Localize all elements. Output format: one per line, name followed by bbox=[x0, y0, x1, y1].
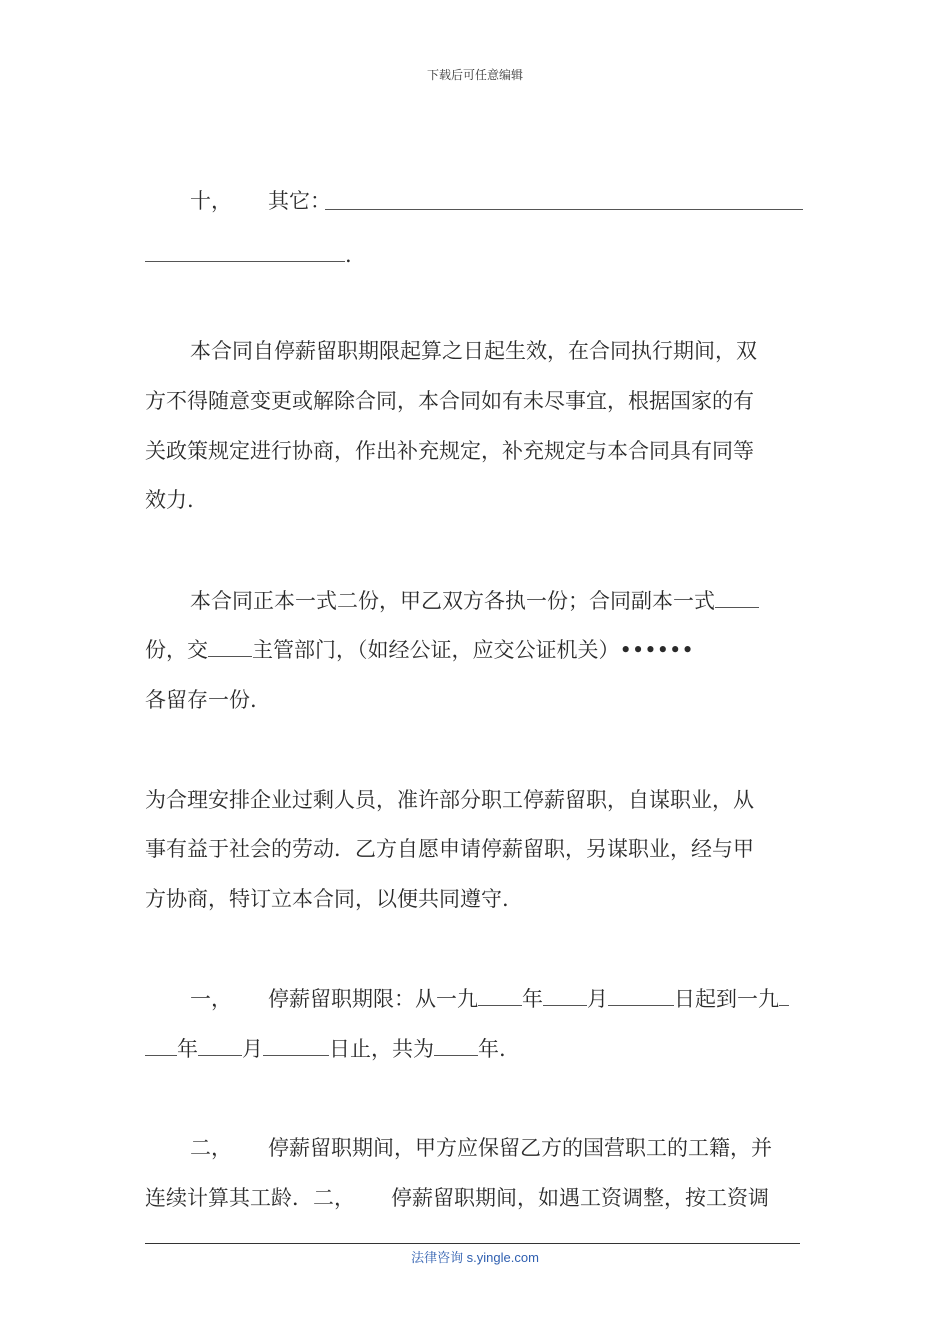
copies-line-1 bbox=[190, 586, 850, 616]
month-end-blank bbox=[198, 1035, 242, 1056]
copies-line-2 bbox=[145, 635, 805, 665]
footer-link[interactable]: 法律咨询 s.yingle.com bbox=[411, 1250, 539, 1265]
item-2-text-2b: 停薪留职期间，如遇工资调整，按工资调 bbox=[391, 1186, 769, 1210]
day-end-blank bbox=[263, 1035, 329, 1056]
intro-line-2: 事有益于社会的劳动．乙方自愿申请停薪留职，另谋职业，经与甲 bbox=[145, 837, 754, 861]
item-1-line-2 bbox=[145, 1034, 805, 1064]
item-2-number: 二， bbox=[190, 1136, 232, 1160]
section-10-number: 十， bbox=[190, 189, 232, 213]
item-2-text-1: 停薪留职期间，甲方应保留乙方的国营职工的工籍，并 bbox=[268, 1136, 772, 1160]
copies-count-blank bbox=[715, 587, 759, 608]
page-header: 下载后可任意编辑 bbox=[426, 68, 523, 82]
copies-text-1: 本合同正本一式二份，甲乙双方各执一份；合同副本一式 bbox=[190, 589, 715, 613]
item-1-day: 日起到一九 bbox=[674, 987, 779, 1011]
copies-line-3: 各留存一份. bbox=[145, 688, 257, 712]
effect-line-1: 本合同自停薪留职期限起算之日起生效，在合同执行期间，双 bbox=[190, 339, 757, 363]
effect-line-4: 效力. bbox=[145, 488, 194, 512]
copies-dept-blank bbox=[208, 636, 252, 657]
item-1-month: 月 bbox=[587, 987, 608, 1011]
effect-line-2: 方不得随意变更或解除合同，本合同如有未尽事宜，根据国家的有 bbox=[145, 389, 754, 413]
year-end-blank-b bbox=[145, 1035, 177, 1056]
item-1-number: 一， bbox=[190, 987, 232, 1011]
section-10-end: . bbox=[345, 243, 352, 267]
copies-text-2a: 份，交 bbox=[145, 638, 208, 662]
section-10-blank-2 bbox=[145, 261, 345, 262]
section-10-label: 其它： bbox=[268, 189, 331, 213]
section-10-blank-1 bbox=[325, 209, 803, 210]
section-10-line bbox=[190, 186, 850, 216]
total-years-blank bbox=[434, 1035, 478, 1056]
intro-line-3: 方协商，特订立本合同，以便共同遵守. bbox=[145, 887, 509, 911]
item-1-day-2: 日止，共为 bbox=[329, 1037, 434, 1061]
item-1-year: 年 bbox=[522, 987, 543, 1011]
item-2-text-2a: 连续计算其工龄．二， bbox=[145, 1186, 355, 1210]
item-2-line-2 bbox=[145, 1183, 805, 1213]
item-1-text-a: 停薪留职期限：从一九 bbox=[268, 987, 478, 1011]
year-blank bbox=[478, 985, 522, 1006]
item-1-year-2: 年 bbox=[177, 1037, 198, 1061]
year-end-blank-a bbox=[779, 985, 789, 1006]
month-blank bbox=[543, 985, 587, 1006]
item-1-year-3: 年. bbox=[478, 1037, 506, 1061]
item-2-line-1 bbox=[190, 1133, 850, 1163]
item-1-line-1 bbox=[190, 984, 850, 1014]
intro-line-1: 为合理安排企业过剩人员，准许部分职工停薪留职，自谋职业，从 bbox=[145, 788, 754, 812]
copies-text-2b: 主管部门，（如经公证，应交公证机关）•••••• bbox=[252, 638, 694, 662]
day-blank bbox=[608, 985, 674, 1006]
item-1-month-2: 月 bbox=[242, 1037, 263, 1061]
footer-divider bbox=[145, 1243, 800, 1244]
effect-line-3: 关政策规定进行协商，作出补充规定，补充规定与本合同具有同等 bbox=[145, 439, 754, 463]
